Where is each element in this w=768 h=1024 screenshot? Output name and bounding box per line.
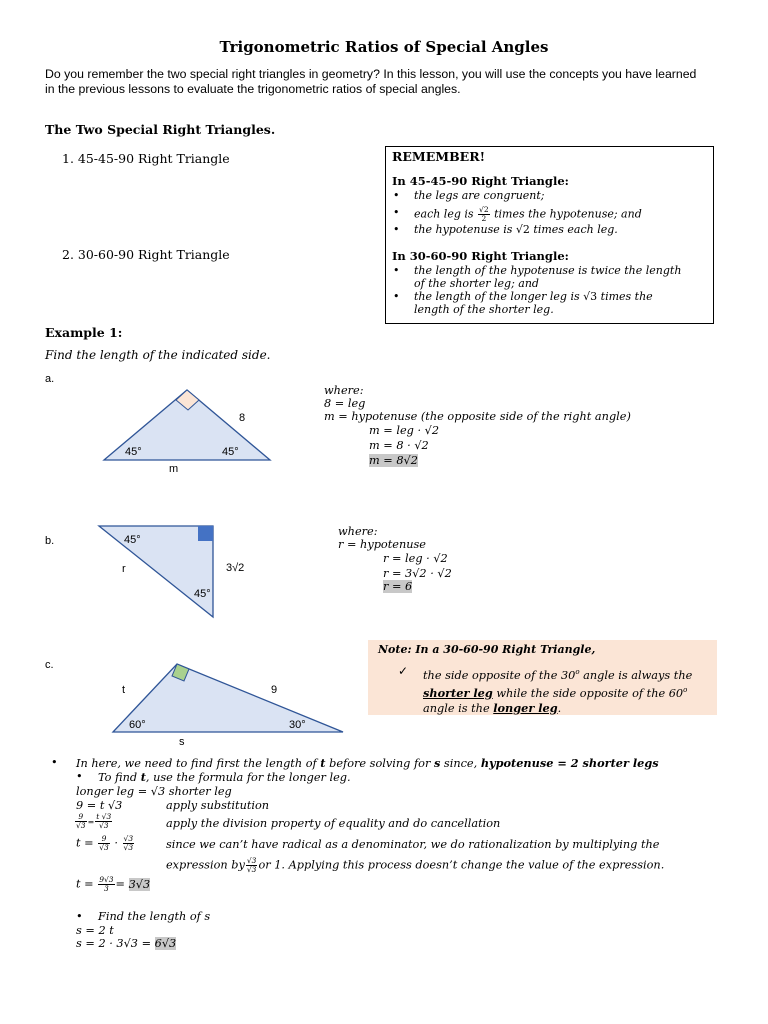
rationalize-line: t = $\frac{9}{√3}$ · $\frac{√3}{√3}$ (76, 834, 134, 852)
note-heading: Note: In a 30-60-90 Right Triangle, (378, 643, 596, 656)
a-line1: 8 = leg (324, 397, 366, 410)
s-answer: 6√3 (154, 937, 177, 950)
side-c-left: t (122, 684, 126, 696)
s-line1: s = 2 t (76, 924, 114, 937)
a-step1: m = leg · √2 (369, 424, 440, 437)
a-line2: m = hypotenuse (the opposite side of the right angle) (324, 410, 631, 423)
note-text: the side opposite of the 30$^o$ angle is always the shorter leg while the side opposite of the 60$^o$ angle is the longer leg. (423, 668, 693, 715)
bullet-3: • Find the length of s (76, 910, 211, 923)
a-step2: m = 8 · √2 (369, 439, 429, 452)
note-box (368, 640, 717, 715)
a-where: where: (324, 384, 364, 397)
angle-a-right: 45° (222, 446, 239, 458)
t-result-line: t = $\frac{9√3}{3}$ = 3√3 (76, 875, 151, 893)
b-step2: r = 3√2 · √2 (383, 567, 452, 580)
remember-item: • the length of the hypotenuse is twice the length of the shorter leg; and (393, 264, 682, 290)
b-line1: r = hypotenuse (338, 538, 426, 551)
rationalize-note-b: expression by $\frac{√3}{√3}$ or 1. Applying this process doesn’t change the value of the expression. (166, 856, 665, 874)
right-angle-marker (198, 526, 213, 541)
division-line: $\frac{9}{√3}$ = $\frac{t √3}{√3}$ (76, 812, 112, 830)
b-answer: r = 6 (383, 580, 413, 593)
triangle-a (95, 382, 285, 477)
page-title: Trigonometric Ratios of Special Angles (219, 38, 549, 56)
remember-box (385, 146, 714, 324)
angle-b-top: 45° (124, 534, 141, 546)
remember-sub-45: In 45-45-90 Right Triangle: (392, 174, 569, 188)
part-c-label: c. (45, 659, 54, 671)
bullet-2: • To find t, use the formula for the longer leg. (76, 770, 351, 784)
part-b-label: b. (45, 535, 55, 547)
side-c-right: 9 (271, 684, 278, 696)
substitution-line: 9 = t √3 (76, 799, 123, 812)
b-where: where: (338, 525, 378, 538)
remember-item: • the legs are congruent; (393, 189, 545, 202)
b-step1: r = leg · √2 (383, 552, 448, 565)
t-answer: 3√3 (128, 877, 151, 891)
check-icon: ✓ (398, 664, 409, 678)
example-heading: Example 1: (45, 325, 123, 340)
list-item-2: 2. 30-60-90 Right Triangle (62, 247, 230, 262)
triangle-c-shape (113, 664, 343, 732)
example-instruction: Find the length of the indicated side. (45, 348, 271, 362)
triangle-b (95, 522, 265, 622)
side-b-right: 3√2 (226, 562, 245, 574)
rationalize-note-a: since we can’t have radical as a denominator, we do rationalization by multiplying the (166, 838, 660, 851)
intro-paragraph: Do you remember the two special right triangles in geometry? In this lesson, you will use the concepts you have learned in the previous lessons to evaluate the trigonometric ratios of special angles. (45, 67, 697, 96)
formula-line: longer leg = √3 shorter leg (76, 785, 232, 798)
remember-item: • the hypotenuse is √2 times each leg. (393, 223, 618, 236)
angle-a-left: 45° (125, 446, 142, 458)
side-b-left: r (122, 563, 126, 575)
angle-c-right: 30° (289, 719, 306, 731)
side-a-label: 8 (239, 412, 246, 424)
bottom-c-label: s (179, 736, 185, 748)
triangle-c (105, 656, 355, 751)
part-a-label: a. (45, 373, 55, 385)
angle-b-bottom: 45° (194, 588, 211, 600)
substitution-note: apply substitution (166, 799, 270, 812)
a-answer: m = 8√2 (369, 454, 418, 467)
bottom-a-label: m (169, 463, 179, 475)
remember-item: • the length of the longer leg is √3 times the length of the shorter leg. (393, 290, 653, 316)
s-line2: s = 2 · 3√3 = 6√3 (76, 937, 177, 950)
remember-sub-30: In 30-60-90 Right Triangle: (392, 249, 569, 263)
bullet-1: • In here, we need to find first the length of t before solving for s since, hypotenuse = 2 shorter legs (51, 756, 659, 770)
angle-c-left: 60° (129, 719, 146, 731)
remember-heading: REMEMBER! (392, 149, 486, 164)
section-heading: The Two Special Right Triangles. (45, 122, 276, 137)
remember-item: • each leg is $\frac{√2}{2}$ times the hypotenuse; and (393, 205, 642, 223)
triangle-b-shape (99, 526, 213, 617)
list-item-1: 1. 45-45-90 Right Triangle (62, 151, 230, 166)
division-note: apply the division property of equality and do cancellation (166, 817, 501, 830)
